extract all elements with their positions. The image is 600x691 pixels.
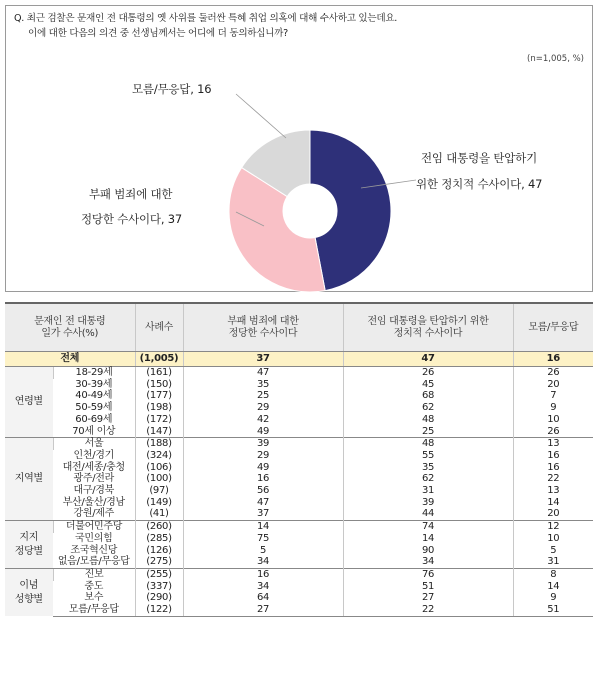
total-label: 전체 xyxy=(5,352,135,367)
row-n: (100) xyxy=(135,473,183,485)
table-row xyxy=(5,545,593,557)
cell-col1: 75 xyxy=(183,533,343,545)
row-n: (126) xyxy=(135,545,183,557)
group-label xyxy=(5,367,53,438)
table-row xyxy=(5,390,593,402)
cell-col1: 47 xyxy=(183,497,343,509)
row-n: (337) xyxy=(135,581,183,593)
header-n: 사례수 xyxy=(135,303,183,352)
cell-col3: 13 xyxy=(513,485,593,497)
cell-col1: 64 xyxy=(183,592,343,604)
table-row xyxy=(5,450,593,462)
cell-col1: 14 xyxy=(183,521,343,533)
row-label: 보수 xyxy=(84,592,104,604)
cell-col2: 55 xyxy=(343,450,513,462)
group-label-line: 정당별 xyxy=(14,545,43,557)
total-n: (1,005) xyxy=(135,352,183,367)
row-n: (290) xyxy=(135,592,183,604)
row-n: (275) xyxy=(135,556,183,568)
cell-col2: 45 xyxy=(343,379,513,391)
cell-col1: 56 xyxy=(183,485,343,497)
cell-col2: 68 xyxy=(343,390,513,402)
row-label: 50-59세 xyxy=(75,402,113,414)
cell-col1: 29 xyxy=(183,450,343,462)
cell-col2: 44 xyxy=(343,508,513,520)
total-row xyxy=(5,352,593,367)
cell-col3: 14 xyxy=(513,581,593,593)
cell-col1: 16 xyxy=(183,473,343,485)
cell-col2: 74 xyxy=(343,521,513,533)
cell-col3: 31 xyxy=(513,556,593,568)
header-col1 xyxy=(183,303,343,352)
header-col1-line1: 부패 범죄에 대한 xyxy=(227,315,299,327)
cell-col3: 26 xyxy=(513,426,593,438)
cell-col2: 48 xyxy=(343,438,513,450)
cell-col1: 37 xyxy=(183,508,343,520)
cell-col2: 34 xyxy=(343,556,513,568)
cell-col1: 29 xyxy=(183,402,343,414)
table-row xyxy=(5,414,593,426)
row-n: (147) xyxy=(135,426,183,438)
cell-col3: 14 xyxy=(513,497,593,509)
table-row xyxy=(5,508,593,520)
table-row xyxy=(5,367,593,379)
row-n: (149) xyxy=(135,497,183,509)
row-label: 60-69세 xyxy=(75,413,113,425)
total-col1: 37 xyxy=(183,352,343,367)
crosstab-table xyxy=(5,302,593,617)
header-col3: 모름/무응답 xyxy=(513,303,593,352)
cell-col2: 31 xyxy=(343,485,513,497)
row-label: 대전/세종/충청 xyxy=(62,461,125,473)
cell-col3: 9 xyxy=(513,402,593,414)
cell-col1: 42 xyxy=(183,414,343,426)
cell-col3: 22 xyxy=(513,473,593,485)
table-header-row xyxy=(5,303,593,352)
table-row xyxy=(5,521,593,533)
leader-line-3 xyxy=(236,94,286,138)
table-row xyxy=(5,462,593,474)
label-slice-1-line1: 전임 대통령을 탄압하기 xyxy=(421,151,537,165)
header-group xyxy=(5,303,135,352)
cell-col2: 14 xyxy=(343,533,513,545)
cell-col1: 34 xyxy=(183,556,343,568)
table-row xyxy=(5,592,593,604)
cell-col1: 16 xyxy=(183,568,343,580)
cell-col1: 25 xyxy=(183,390,343,402)
group-label-line: 성향별 xyxy=(14,593,43,605)
cell-col3: 12 xyxy=(513,521,593,533)
row-n: (188) xyxy=(135,438,183,450)
cell-col3: 10 xyxy=(513,414,593,426)
cell-col3: 20 xyxy=(513,379,593,391)
row-n: (324) xyxy=(135,450,183,462)
header-group-line1: 문재인 전 대통령 xyxy=(34,315,106,327)
table-row xyxy=(5,379,593,391)
table-row xyxy=(5,473,593,485)
header-group-line2: 일가 수사(%) xyxy=(41,327,99,339)
group-label-line: 지지 xyxy=(19,531,39,543)
cell-col1: 27 xyxy=(183,604,343,616)
row-n: (198) xyxy=(135,402,183,414)
table-row xyxy=(5,581,593,593)
header-col1-line2: 정당한 수사이다 xyxy=(228,327,298,339)
row-label: 국민의힘 xyxy=(75,532,113,544)
cell-col3: 9 xyxy=(513,592,593,604)
row-label: 부산/울산/경남 xyxy=(62,496,125,508)
total-col2: 47 xyxy=(343,352,513,367)
row-n: (161) xyxy=(135,367,183,379)
table-row xyxy=(5,568,593,580)
group-label-line: 연령별 xyxy=(14,396,43,408)
row-label: 대구/경북 xyxy=(73,485,114,497)
cell-col1: 49 xyxy=(183,426,343,438)
row-label: 진보 xyxy=(53,568,135,580)
group-label xyxy=(5,568,53,616)
table-row xyxy=(5,556,593,568)
row-label: 40-49세 xyxy=(75,390,113,402)
group-label xyxy=(5,438,53,521)
row-label: 서울 xyxy=(53,438,135,450)
table-row xyxy=(5,497,593,509)
cell-col3: 13 xyxy=(513,438,593,450)
cell-col3: 51 xyxy=(513,604,593,616)
row-label: 없음/모름/무응답 xyxy=(57,556,130,568)
row-n: (285) xyxy=(135,533,183,545)
table-row xyxy=(5,485,593,497)
group-label xyxy=(5,521,53,569)
question-line-1: Q. 최근 검찰은 문재인 전 대통령의 옛 사위를 둘러싼 특혜 취업 의혹에 대해 수사하고 있는데요. xyxy=(14,13,398,24)
cell-col2: 35 xyxy=(343,462,513,474)
label-slice-2-line2: 정당한 수사이다, 37 xyxy=(81,212,182,226)
cell-col2: 39 xyxy=(343,497,513,509)
cell-col2: 27 xyxy=(343,592,513,604)
label-slice-2-line1: 부패 범죄에 대한 xyxy=(89,187,173,201)
row-n: (150) xyxy=(135,379,183,391)
row-label: 더불어민주당 xyxy=(53,521,135,533)
row-n: (177) xyxy=(135,390,183,402)
cell-col2: 26 xyxy=(343,367,513,379)
cell-col3: 5 xyxy=(513,545,593,557)
label-slice-1-line2: 위한 정치적 수사이다, 47 xyxy=(416,177,543,191)
cell-col1: 39 xyxy=(183,438,343,450)
row-n: (122) xyxy=(135,604,183,616)
table-row xyxy=(5,426,593,438)
row-label: 인천/경기 xyxy=(73,449,114,461)
total-col3: 16 xyxy=(513,352,593,367)
row-label: 모름/무응답 xyxy=(53,604,135,616)
row-label: 18-29세 xyxy=(53,367,135,379)
cell-col2: 62 xyxy=(343,473,513,485)
row-label: 강원/제주 xyxy=(73,508,114,520)
table-row xyxy=(5,604,593,616)
question-line-2: 이에 대한 다음의 의견 중 선생님께서는 어디에 더 동의하십니까? xyxy=(28,28,288,39)
cell-col2: 25 xyxy=(343,426,513,438)
cell-col1: 49 xyxy=(183,462,343,474)
row-label: 70세 이상 xyxy=(72,425,116,437)
sample-note: (n=1,005, %) xyxy=(527,54,584,64)
group-label-line: 이념 xyxy=(19,579,39,591)
table-row xyxy=(5,402,593,414)
label-slice-3: 모름/무응답, 16 xyxy=(132,82,212,96)
table-row xyxy=(5,438,593,450)
row-n: (260) xyxy=(135,521,183,533)
cell-col2: 51 xyxy=(343,581,513,593)
cell-col2: 90 xyxy=(343,545,513,557)
header-col2-line2: 정치적 수사이다 xyxy=(393,327,463,339)
cell-col2: 76 xyxy=(343,568,513,580)
row-label: 30-39세 xyxy=(75,378,113,390)
cell-col2: 48 xyxy=(343,414,513,426)
row-n: (255) xyxy=(135,568,183,580)
slice-political-suppression xyxy=(310,130,391,291)
group-label-line: 지역별 xyxy=(14,473,43,485)
table-row xyxy=(5,533,593,545)
cell-col3: 16 xyxy=(513,450,593,462)
row-label: 광주/전라 xyxy=(73,473,114,485)
cell-col3: 7 xyxy=(513,390,593,402)
cell-col1: 47 xyxy=(183,367,343,379)
chart-panel xyxy=(5,5,593,292)
row-label: 중도 xyxy=(84,580,104,592)
row-label: 조국혁신당 xyxy=(70,544,118,556)
cell-col3: 16 xyxy=(513,462,593,474)
cell-col2: 62 xyxy=(343,402,513,414)
cell-col3: 10 xyxy=(513,533,593,545)
cell-col2: 22 xyxy=(343,604,513,616)
row-n: (97) xyxy=(135,485,183,497)
cell-col1: 5 xyxy=(183,545,343,557)
header-col2 xyxy=(343,303,513,352)
cell-col1: 34 xyxy=(183,581,343,593)
row-n: (41) xyxy=(135,508,183,520)
row-n: (106) xyxy=(135,462,183,474)
header-col2-line1: 전임 대통령을 탄압하기 위한 xyxy=(367,315,489,327)
cell-col1: 35 xyxy=(183,379,343,391)
cell-col3: 8 xyxy=(513,568,593,580)
cell-col3: 26 xyxy=(513,367,593,379)
cell-col3: 20 xyxy=(513,508,593,520)
row-n: (172) xyxy=(135,414,183,426)
